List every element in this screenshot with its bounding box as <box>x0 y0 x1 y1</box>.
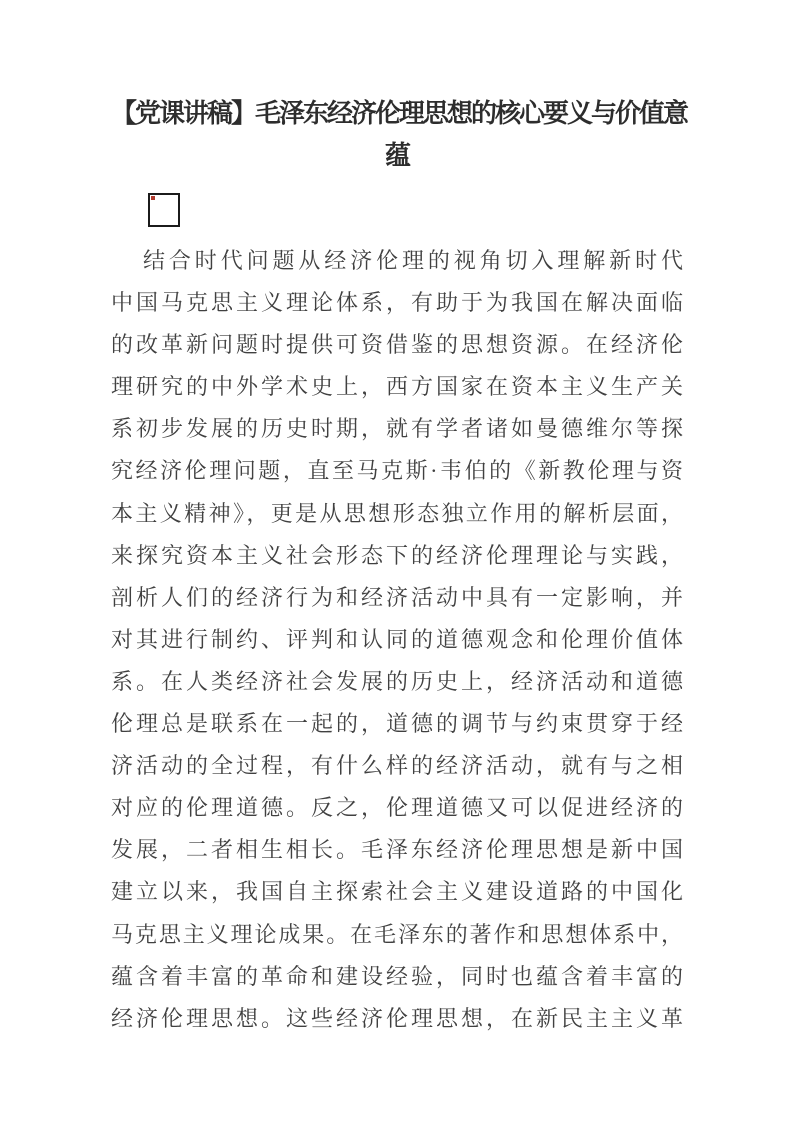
paragraph-line: 理研究的中外学术史上，西方国家在资本主义生产关 <box>111 374 683 400</box>
title-line-2: 蕴 <box>384 140 409 170</box>
paragraph-line: 中国马克思主义理论体系，有助于为我国在解决面临 <box>111 290 683 316</box>
paragraph-line: 建立以来，我国自主探索社会主义建设道路的中国化 <box>111 879 683 905</box>
paragraph-line: 系。在人类经济社会发展的历史上，经济活动和道德 <box>111 668 683 694</box>
paragraph-line: 系初步发展的历史时期，就有学者诸如曼德维尔等探 <box>111 416 683 442</box>
paragraph-line: 蕴含着丰富的革命和建设经验，同时也蕴含着丰富的 <box>111 963 683 989</box>
paragraph-line: 伦理总是联系在一起的，道德的调节与约束贯穿于经 <box>111 711 683 737</box>
document-title <box>111 92 688 176</box>
paragraph-line: 本主义精神》，更是从思想形态独立作用的解析层面， <box>111 500 683 526</box>
paragraph-line: 对应的伦理道德。反之，伦理道德又可以促进经济的 <box>111 795 683 821</box>
paragraph-line: 究经济伦理问题，直至马克斯·韦伯的《新教伦理与资 <box>111 458 683 484</box>
paragraph-line: 结合时代问题从经济伦理的视角切入理解新时代 <box>143 248 683 273</box>
paragraph-line: 发展，二者相生相长。毛泽东经济伦理思想是新中国 <box>111 837 683 863</box>
document-body <box>111 240 683 1040</box>
paragraph-line: 马克思主义理论成果。在毛泽东的著作和思想体系中， <box>111 921 683 947</box>
paragraph-line: 的改革新问题时提供可资借鉴的思想资源。在经济伦 <box>111 332 683 358</box>
paragraph-line: 来探究资本主义社会形态下的经济伦理理论与实践， <box>111 542 683 568</box>
paragraph-line: 经济伦理思想。这些经济伦理思想，在新民主主义革 <box>111 1005 683 1031</box>
title-line-1: 【党课讲稿】毛泽东经济伦理思想的核心要义与价值意 <box>111 98 688 128</box>
paragraph-line: 济活动的全过程，有什么样的经济活动，就有与之相 <box>111 753 683 779</box>
broken-image-icon <box>151 196 155 200</box>
image-placeholder-row <box>111 193 683 231</box>
paragraph-line: 对其进行制约、评判和认同的道德观念和伦理价值体 <box>111 626 683 652</box>
paragraph-line: 剖析人们的经济行为和经济活动中具有一定影响，并 <box>111 584 683 610</box>
broken-image-placeholder[interactable] <box>148 193 180 227</box>
